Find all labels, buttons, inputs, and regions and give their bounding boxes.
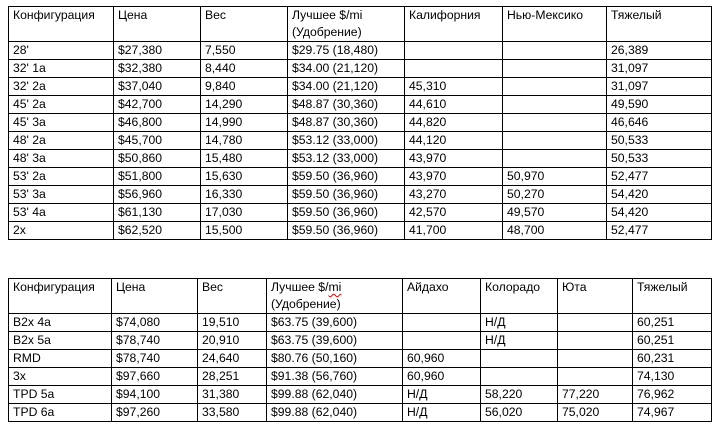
table-cell: 74,130 xyxy=(633,368,712,386)
table-row xyxy=(9,150,712,168)
table-cell: 50,533 xyxy=(607,150,712,168)
table-cell xyxy=(503,42,607,60)
table-cell: 31,097 xyxy=(607,78,712,96)
table-cell: 49,590 xyxy=(607,96,712,114)
table-cell: 54,420 xyxy=(607,186,712,204)
table-row xyxy=(9,314,712,332)
header-utah: Юта xyxy=(558,279,633,314)
table-cell: 52,477 xyxy=(607,222,712,240)
table-cell: $74,080 xyxy=(112,314,198,332)
table-cell: 2x xyxy=(9,222,114,240)
table-row xyxy=(9,96,712,114)
table-cell: 14,290 xyxy=(201,96,288,114)
table-cell: 48' 3a xyxy=(9,150,114,168)
table-cell: $51,800 xyxy=(114,168,201,186)
table-cell: B2x 5a xyxy=(9,332,112,350)
table-row xyxy=(9,404,712,422)
table-cell xyxy=(503,132,607,150)
header-heavy: Тяжелый xyxy=(607,7,712,42)
table-row xyxy=(9,368,712,386)
table-row xyxy=(9,222,712,240)
header-best-per-mile xyxy=(288,7,405,42)
table-header-row xyxy=(9,279,712,314)
table-cell: TPD 6a xyxy=(9,404,112,422)
header-idaho: Айдахо xyxy=(403,279,481,314)
table-cell xyxy=(503,96,607,114)
table-cell: 42,570 xyxy=(405,204,503,222)
table-cell: $45,700 xyxy=(114,132,201,150)
table-cell: 15,630 xyxy=(201,168,288,186)
table-cell: $56,960 xyxy=(114,186,201,204)
table-cell: $59.50 (36,960) xyxy=(288,222,405,240)
table-cell: 50,533 xyxy=(607,132,712,150)
table-row xyxy=(9,132,712,150)
table-cell: 9,840 xyxy=(201,78,288,96)
table-row xyxy=(9,204,712,222)
table-cell xyxy=(481,368,558,386)
table-cell xyxy=(403,314,481,332)
table-cell: 60,251 xyxy=(633,314,712,332)
table-cell xyxy=(503,114,607,132)
table-cell: 28,251 xyxy=(198,368,267,386)
table-row xyxy=(9,186,712,204)
table-cell: 3x xyxy=(9,368,112,386)
table-cell xyxy=(405,42,503,60)
table-cell: 60,251 xyxy=(633,332,712,350)
header-best-per-mile xyxy=(267,279,403,314)
table-cell: $61,130 xyxy=(114,204,201,222)
table-cell: $78,740 xyxy=(112,350,198,368)
table-cell: $99.88 (62,040) xyxy=(267,386,403,404)
table-cell: $42,700 xyxy=(114,96,201,114)
table-row xyxy=(9,60,712,78)
header-best-per-mile-line1: Лучшее $/mi xyxy=(271,280,342,294)
table-cell: 15,500 xyxy=(201,222,288,240)
table-cell xyxy=(503,60,607,78)
table-cell: 32' 1a xyxy=(9,60,114,78)
idaho-colorado-utah-table xyxy=(8,278,712,422)
header-heavy: Тяжелый xyxy=(633,279,712,314)
header-weight: Вес xyxy=(201,7,288,42)
header-best-per-mile-line2: (Удобрение) xyxy=(271,297,341,311)
table-cell: 76,962 xyxy=(633,386,712,404)
table-cell: 33,580 xyxy=(198,404,267,422)
table-cell: 16,330 xyxy=(201,186,288,204)
table-cell: 74,967 xyxy=(633,404,712,422)
table-cell: 60,231 xyxy=(633,350,712,368)
table-cell: Н/Д xyxy=(481,332,558,350)
table-cell: 8,440 xyxy=(201,60,288,78)
table-cell: 7,550 xyxy=(201,42,288,60)
table-row xyxy=(9,332,712,350)
table-cell: 75,020 xyxy=(558,404,633,422)
table-cell: 56,020 xyxy=(481,404,558,422)
table-cell: 45,310 xyxy=(405,78,503,96)
table-cell: $97,660 xyxy=(112,368,198,386)
header-config: Конфигурация xyxy=(9,279,112,314)
table-cell: $63.75 (39,600) xyxy=(267,314,403,332)
table-cell xyxy=(405,60,503,78)
table-cell: 14,990 xyxy=(201,114,288,132)
table-cell: 48' 2a xyxy=(9,132,114,150)
california-new-mexico-table xyxy=(8,6,712,240)
table-row xyxy=(9,114,712,132)
table-cell: 43,970 xyxy=(405,168,503,186)
table-cell: 58,220 xyxy=(481,386,558,404)
table-cell: 26,389 xyxy=(607,42,712,60)
table-cell: $94,100 xyxy=(112,386,198,404)
table-cell: Н/Д xyxy=(403,386,481,404)
table-cell: 77,220 xyxy=(558,386,633,404)
table-cell xyxy=(558,350,633,368)
table-cell: $29.75 (18,480) xyxy=(288,42,405,60)
table-cell xyxy=(503,78,607,96)
table-row xyxy=(9,78,712,96)
table-cell: TPD 5a xyxy=(9,386,112,404)
table-cell: RMD xyxy=(9,350,112,368)
table-cell: $27,380 xyxy=(114,42,201,60)
table-cell: 32' 2a xyxy=(9,78,114,96)
table-cell xyxy=(481,350,558,368)
table-cell xyxy=(403,332,481,350)
table-cell: $37,040 xyxy=(114,78,201,96)
table-cell: 19,510 xyxy=(198,314,267,332)
table-cell: 24,640 xyxy=(198,350,267,368)
table-cell: 53' 4a xyxy=(9,204,114,222)
table-cell: B2x 4a xyxy=(9,314,112,332)
table-row xyxy=(9,386,712,404)
table-cell: 44,820 xyxy=(405,114,503,132)
table-cell xyxy=(503,150,607,168)
table-cell: $91.38 (56,760) xyxy=(267,368,403,386)
table-cell: $62,520 xyxy=(114,222,201,240)
table-cell: $80.76 (50,160) xyxy=(267,350,403,368)
table-row xyxy=(9,168,712,186)
table-cell: 28' xyxy=(9,42,114,60)
table-cell: $53.12 (33,000) xyxy=(288,150,405,168)
table-cell: 14,780 xyxy=(201,132,288,150)
table-cell: 53' 3a xyxy=(9,186,114,204)
table-cell: 15,480 xyxy=(201,150,288,168)
header-price: Цена xyxy=(114,7,201,42)
table-cell: $63.75 (39,600) xyxy=(267,332,403,350)
table-cell: 49,570 xyxy=(503,204,607,222)
table-cell: 43,970 xyxy=(405,150,503,168)
table-cell: 17,030 xyxy=(201,204,288,222)
header-california: Калифорния xyxy=(405,7,503,42)
table-cell: 52,477 xyxy=(607,168,712,186)
table-cell: $99.88 (62,040) xyxy=(267,404,403,422)
table-cell: Н/Д xyxy=(481,314,558,332)
table-cell: 46,646 xyxy=(607,114,712,132)
table-cell: $48.87 (30,360) xyxy=(288,96,405,114)
header-config: Конфигурация xyxy=(9,7,114,42)
table-cell: $46,800 xyxy=(114,114,201,132)
table-cell: 50,270 xyxy=(503,186,607,204)
table-cell: 45' 2a xyxy=(9,96,114,114)
table-cell xyxy=(558,314,633,332)
table-cell: 20,910 xyxy=(198,332,267,350)
table-cell: $48.87 (30,360) xyxy=(288,114,405,132)
table-cell: 45' 3a xyxy=(9,114,114,132)
table-row xyxy=(9,350,712,368)
table-cell: $59.50 (36,960) xyxy=(288,204,405,222)
header-best-per-mile-line2: (Удобрение) xyxy=(292,25,362,39)
table-cell: Н/Д xyxy=(403,404,481,422)
table-row xyxy=(9,42,712,60)
header-colorado: Колорадо xyxy=(481,279,558,314)
table-cell: $97,260 xyxy=(112,404,198,422)
table-header-row xyxy=(9,7,712,42)
table-cell: $59.50 (36,960) xyxy=(288,168,405,186)
table-cell: 54,420 xyxy=(607,204,712,222)
table-cell: $59.50 (36,960) xyxy=(288,186,405,204)
table-cell: 31,380 xyxy=(198,386,267,404)
table-cell xyxy=(558,332,633,350)
table-cell: $32,380 xyxy=(114,60,201,78)
table-cell: 60,960 xyxy=(403,350,481,368)
table-cell: 41,700 xyxy=(405,222,503,240)
header-weight: Вес xyxy=(198,279,267,314)
table-cell: 44,120 xyxy=(405,132,503,150)
table-cell: 43,270 xyxy=(405,186,503,204)
table-cell: 60,960 xyxy=(403,368,481,386)
table-cell: 48,700 xyxy=(503,222,607,240)
table-cell: 44,610 xyxy=(405,96,503,114)
table-cell xyxy=(558,368,633,386)
table-cell: 53' 2a xyxy=(9,168,114,186)
header-best-per-mile-line1: Лучшее $/mi xyxy=(292,8,363,22)
table-cell: 31,097 xyxy=(607,60,712,78)
header-price: Цена xyxy=(112,279,198,314)
table-cell: $34.00 (21,120) xyxy=(288,60,405,78)
table-cell: $50,860 xyxy=(114,150,201,168)
table-cell: 50,970 xyxy=(503,168,607,186)
table-cell: $78,740 xyxy=(112,332,198,350)
table-cell: $53.12 (33,000) xyxy=(288,132,405,150)
header-new-mexico: Нью-Мексико xyxy=(503,7,607,42)
table-cell: $34.00 (21,120) xyxy=(288,78,405,96)
